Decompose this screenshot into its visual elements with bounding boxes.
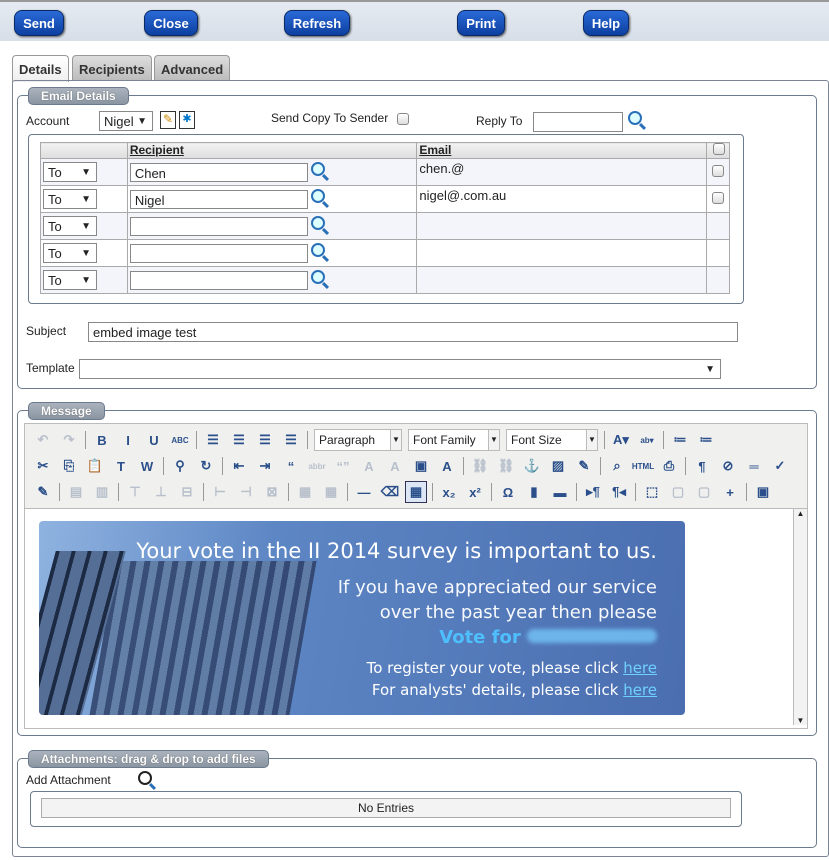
recipient-email [417, 267, 707, 294]
delete-row-icon[interactable]: ⊟ [181, 484, 193, 499]
add-attachment-label: Add Attachment [26, 773, 111, 787]
highlight-icon[interactable]: ab▾ [640, 435, 654, 445]
media-icon[interactable]: ▮ [530, 484, 538, 499]
recipient-email: chen.@ [417, 159, 707, 186]
recipient-row [41, 159, 730, 186]
link-icon[interactable]: ⛓ [471, 458, 489, 473]
register-link[interactable]: here [623, 659, 657, 677]
toolbar-separator [163, 457, 164, 475]
section-legend: Attachments: drag & drop to add files [28, 750, 269, 768]
recipient-type-value: To [48, 219, 62, 234]
recipient-row [41, 267, 730, 294]
fullscreen-icon[interactable]: ▣ [756, 484, 770, 499]
toolbar-separator [118, 483, 119, 501]
underline-icon[interactable]: U [149, 432, 159, 448]
layer-front-icon[interactable]: ▢ [697, 484, 711, 499]
unlink-icon[interactable]: ⛓ [497, 458, 515, 473]
reply-to-label: Reply To [476, 114, 523, 128]
toolbar-separator [600, 457, 601, 475]
chevron-down-icon: ▼ [390, 430, 401, 450]
anchor-icon[interactable]: ⚓ [523, 458, 541, 473]
recipient-type-value: To [48, 246, 62, 261]
chevron-down-icon: ▼ [81, 248, 91, 259]
toolbar-separator [222, 457, 223, 475]
select-all-checkbox[interactable] [713, 143, 725, 155]
editor-content[interactable] [25, 508, 807, 728]
horizontal-rule-icon[interactable]: — [357, 484, 371, 500]
subject-input[interactable]: embed image test [88, 322, 738, 342]
align-left-icon[interactable]: ☰ [207, 432, 219, 447]
special-char-icon[interactable]: Ω [502, 484, 514, 500]
col-before-icon[interactable]: ⊢ [214, 484, 226, 499]
toolbar-separator [685, 457, 686, 475]
toolbar-separator [491, 483, 492, 501]
send-button[interactable]: Send [14, 10, 64, 36]
tab-advanced[interactable]: Advanced [154, 55, 230, 81]
chevron-down-icon: ▼ [81, 221, 91, 232]
bullet-list-icon[interactable]: ≔ [673, 432, 687, 447]
search-icon[interactable] [311, 243, 325, 257]
styles-icon[interactable]: A [442, 458, 452, 474]
chevron-down-icon: ▼ [81, 275, 91, 286]
ltr-icon[interactable]: ▸¶ [586, 484, 600, 499]
replace-icon[interactable]: ↻ [200, 458, 212, 473]
toolbar-separator [203, 483, 204, 501]
toolbar-separator [196, 431, 197, 449]
recipient-type-value: To [48, 165, 62, 180]
toolbar-separator [288, 483, 289, 501]
scroll-down-icon[interactable]: ▼ [796, 716, 805, 725]
search-icon[interactable] [138, 771, 152, 785]
send-copy-label: Send Copy To Sender [271, 111, 389, 125]
text-style-icon[interactable]: A [390, 458, 400, 474]
toolbar-separator [347, 483, 348, 501]
toolbar-separator [307, 431, 308, 449]
bold-icon[interactable]: B [97, 432, 107, 448]
insert-layer-icon[interactable]: ▣ [414, 458, 428, 473]
recipient-type-select[interactable] [43, 162, 97, 182]
toolbar-separator [635, 483, 636, 501]
paragraph-select[interactable] [314, 429, 402, 451]
cut-icon[interactable]: ✂ [37, 458, 49, 473]
recipient-row [41, 186, 730, 213]
action-toolbar [0, 0, 829, 41]
rtl-icon[interactable]: ¶◂ [612, 484, 626, 499]
toolbar-separator [59, 483, 60, 501]
message-section [17, 404, 817, 736]
blockquote-icon[interactable]: “ [287, 458, 295, 474]
recipient-email [417, 240, 707, 267]
italic-icon[interactable]: I [126, 432, 130, 448]
outdent-icon[interactable]: ⇤ [233, 458, 245, 473]
recipient-email [417, 213, 707, 240]
text-color-icon[interactable]: A▾ [613, 432, 629, 447]
paste-text-icon[interactable]: T [117, 458, 125, 474]
chevron-down-icon: ▼ [81, 167, 91, 178]
recipient-row [41, 213, 730, 240]
close-button[interactable]: Close [144, 10, 198, 36]
toolbar-separator [463, 457, 464, 475]
tab-details[interactable]: Details [12, 55, 69, 82]
abbr-icon[interactable]: abbr [308, 461, 326, 471]
row-after-icon[interactable]: ⊥ [155, 484, 167, 499]
eraser-icon[interactable]: ⌫ [380, 484, 400, 499]
select-value: Font Family [413, 433, 476, 447]
recipient-type-select[interactable] [43, 216, 97, 236]
recipient-email: nigel@.com.au [417, 186, 707, 213]
paste-word-icon[interactable]: W [140, 458, 154, 474]
details-panel [12, 80, 829, 857]
paste-icon[interactable]: 📋 [86, 458, 104, 473]
chevron-down-icon: ▼ [81, 194, 91, 205]
print-icon[interactable]: ⎙ [663, 458, 675, 473]
strike-style-icon[interactable]: A [364, 458, 374, 474]
toolbar-separator [85, 431, 86, 449]
embedded-image [39, 521, 685, 715]
pilcrow-icon[interactable]: ¶ [698, 458, 706, 474]
banner-line: To register your vote, please click here [366, 659, 657, 677]
hr-icon[interactable]: ▬ [553, 484, 567, 500]
edit-icon[interactable]: ✎ [37, 484, 49, 499]
account-select[interactable] [99, 111, 153, 131]
recipient-checkbox[interactable] [712, 192, 724, 204]
toolbar-separator [746, 483, 747, 501]
banner-headline: Your vote in the II 2014 survey is important to us. [136, 539, 657, 563]
section-legend: Email Details [28, 87, 129, 105]
rich-text-editor [24, 423, 808, 729]
justify-icon[interactable]: ☰ [285, 432, 297, 447]
chevron-down-icon: ▼ [705, 364, 715, 375]
recipient-checkbox[interactable] [712, 165, 724, 177]
help-button[interactable]: Help [583, 10, 629, 36]
print-button[interactable]: Print [457, 10, 505, 36]
subject-label: Subject [26, 324, 67, 338]
chevron-down-icon: ▼ [488, 430, 499, 450]
strikethrough-icon[interactable]: ABC [171, 435, 189, 445]
reply-to-input[interactable] [533, 112, 623, 132]
refresh-button[interactable]: Refresh [284, 10, 350, 36]
undo-icon[interactable]: ↶ [37, 432, 49, 447]
chevron-down-icon: ▼ [137, 116, 147, 127]
align-center-icon[interactable]: ☰ [233, 432, 245, 447]
recipient-type-value: To [48, 273, 62, 288]
cite-icon[interactable]: “” [336, 458, 350, 474]
email-details-section [17, 89, 817, 389]
recipient-input[interactable]: Chen [130, 163, 308, 182]
row-before-icon[interactable]: ⊤ [129, 484, 141, 499]
section-legend: Message [28, 402, 105, 420]
editor-scrollbar[interactable] [793, 509, 807, 725]
align-right-icon[interactable]: ☰ [259, 432, 271, 447]
recipient-type-select[interactable] [43, 189, 97, 209]
preview-icon[interactable]: ⌕ [613, 458, 621, 473]
search-icon[interactable] [311, 189, 325, 203]
row-props-icon[interactable]: ▤ [69, 484, 83, 499]
banner-vote-line: Vote for [338, 625, 657, 650]
nonbreaking-icon[interactable]: ⊘ [722, 458, 734, 473]
attachments-list: No Entries [41, 798, 731, 818]
recipient-type-select[interactable] [43, 243, 97, 263]
recipient-row [41, 240, 730, 267]
chevron-down-icon: ▼ [586, 430, 597, 450]
layer-back-icon[interactable]: ▢ [671, 484, 685, 499]
copy-icon[interactable]: ⎘ [63, 458, 75, 473]
search-icon[interactable] [311, 216, 325, 230]
scroll-up-icon[interactable]: ▲ [796, 509, 805, 518]
toolbar-separator [576, 483, 577, 501]
indent-icon[interactable]: ⇥ [259, 458, 271, 473]
recipients-table [40, 142, 730, 294]
font-family-select[interactable] [408, 429, 500, 451]
select-all-icon[interactable]: ⬚ [645, 484, 659, 499]
table-icon[interactable]: ▦ [405, 481, 427, 503]
new-account-icon[interactable]: ✱ [179, 111, 195, 129]
insert-box-icon[interactable]: + [726, 484, 734, 500]
cleanup-icon[interactable]: ✎ [578, 458, 590, 473]
recipient-input[interactable] [130, 244, 308, 263]
recipient-type-select[interactable] [43, 270, 97, 290]
redo-icon[interactable]: ↷ [63, 432, 75, 447]
banner-line: over the past year then please [379, 602, 657, 623]
spellcheck-icon[interactable]: ✓ [774, 458, 786, 473]
toolbar-separator [432, 483, 433, 501]
subscript-icon[interactable]: x₂ [442, 484, 456, 500]
recipient-header: Recipient [127, 143, 417, 159]
toolbar-separator [663, 431, 664, 449]
tab-recipients[interactable]: Recipients [72, 55, 152, 81]
analysts-link[interactable]: here [623, 681, 657, 699]
merge-cells-icon[interactable]: ▦ [324, 484, 338, 499]
select-value: Font Size [511, 433, 562, 447]
find-icon[interactable]: ⚲ [175, 458, 185, 473]
attachments-section [17, 752, 817, 848]
image-icon[interactable]: ▨ [551, 458, 565, 473]
select-value: Paragraph [319, 433, 376, 447]
banner-line: If you have appreciated our service [337, 577, 657, 598]
font-size-select[interactable] [506, 429, 598, 451]
split-cells-icon[interactable]: ▦ [298, 484, 312, 499]
banner-line: For analysts' details, please click here [371, 681, 657, 699]
recipient-type-value: To [48, 192, 62, 207]
numbered-list-icon[interactable]: ≔ [699, 432, 713, 447]
search-icon[interactable] [311, 270, 325, 284]
html-icon[interactable]: HTML [631, 461, 655, 471]
template-label: Template [26, 361, 75, 375]
search-icon[interactable] [628, 111, 642, 125]
page-break-icon[interactable]: ═ [749, 458, 759, 474]
recipient-input[interactable]: Nigel [130, 190, 308, 209]
email-header: Email [417, 143, 707, 159]
account-value: Nigel [104, 114, 134, 129]
edit-account-icon[interactable]: ✎ [160, 111, 176, 129]
delete-col-icon[interactable]: ⊠ [266, 484, 278, 499]
account-label: Account [26, 114, 70, 128]
superscript-icon[interactable]: x² [469, 484, 481, 500]
search-icon[interactable] [311, 162, 325, 176]
template-select[interactable] [79, 359, 721, 379]
col-after-icon[interactable]: ⊣ [240, 484, 252, 499]
cell-props-icon[interactable]: ▥ [95, 484, 109, 499]
recipient-input[interactable] [130, 271, 308, 290]
recipient-input[interactable] [130, 217, 308, 236]
send-copy-checkbox[interactable] [397, 113, 409, 125]
toolbar-separator [604, 431, 605, 449]
